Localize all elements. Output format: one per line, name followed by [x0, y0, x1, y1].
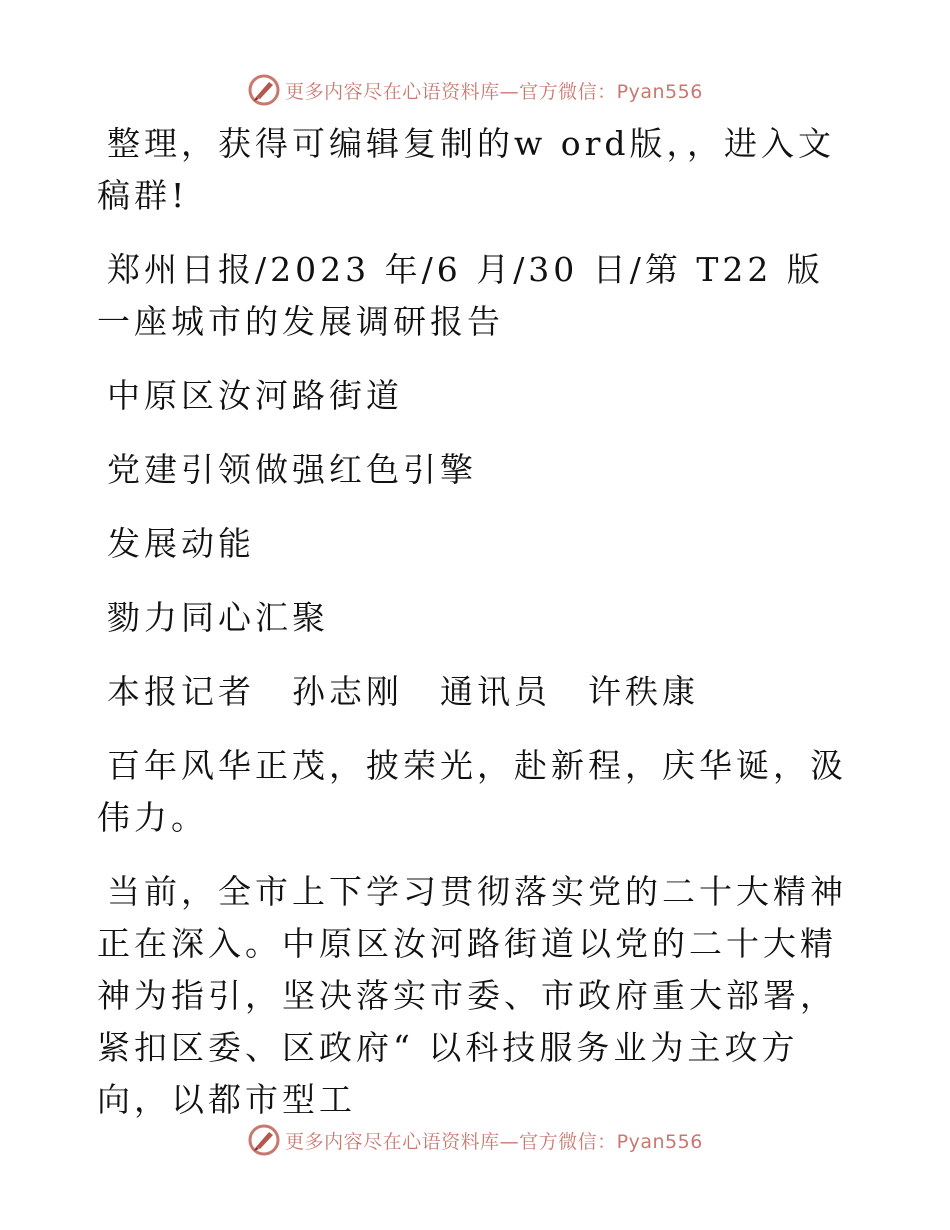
- header-watermark: [0, 70, 950, 110]
- pen-logo-icon: [247, 73, 281, 107]
- footer-watermark: [0, 1120, 950, 1160]
- document-body: [97, 118, 847, 1126]
- paragraph-intro: 整理，获得可编辑复制的w ord版，，进入文稿群!: [97, 124, 836, 215]
- paragraph-source: 郑州日报/2023 年/6 月/30 日/第 T22 版一座城市的发展调研报告: [97, 250, 824, 341]
- paragraph-body: 当前，全市上下学习贯彻落实党的二十大精神正在深入。中原区汝河路街道以党的二十大精神为指引，坚决落实市委、市政府重大部署，紧扣区委、区政府“ 以科技服务业为主攻方向，以都市型工: [97, 872, 847, 1119]
- watermark-text: 更多内容尽在心语资料库—官方微信：Pyan556: [285, 1130, 703, 1153]
- byline: 本报记者 孙志刚 通讯员 许秩康: [107, 672, 699, 711]
- paragraph-lead: 百年风华正茂，披荣光，赴新程，庆华诞，汲伟力。: [97, 746, 847, 837]
- pen-logo-icon: [247, 1123, 281, 1157]
- headline-sub: 发展动能: [107, 524, 255, 563]
- headline-sub2: 勠力同心汇聚: [107, 598, 329, 637]
- headline-main: 党建引领做强红色引擎: [107, 450, 477, 489]
- watermark-text: 更多内容尽在心语资料库—官方微信：Pyan556: [285, 80, 703, 103]
- headline-district: 中原区汝河路街道: [107, 376, 403, 415]
